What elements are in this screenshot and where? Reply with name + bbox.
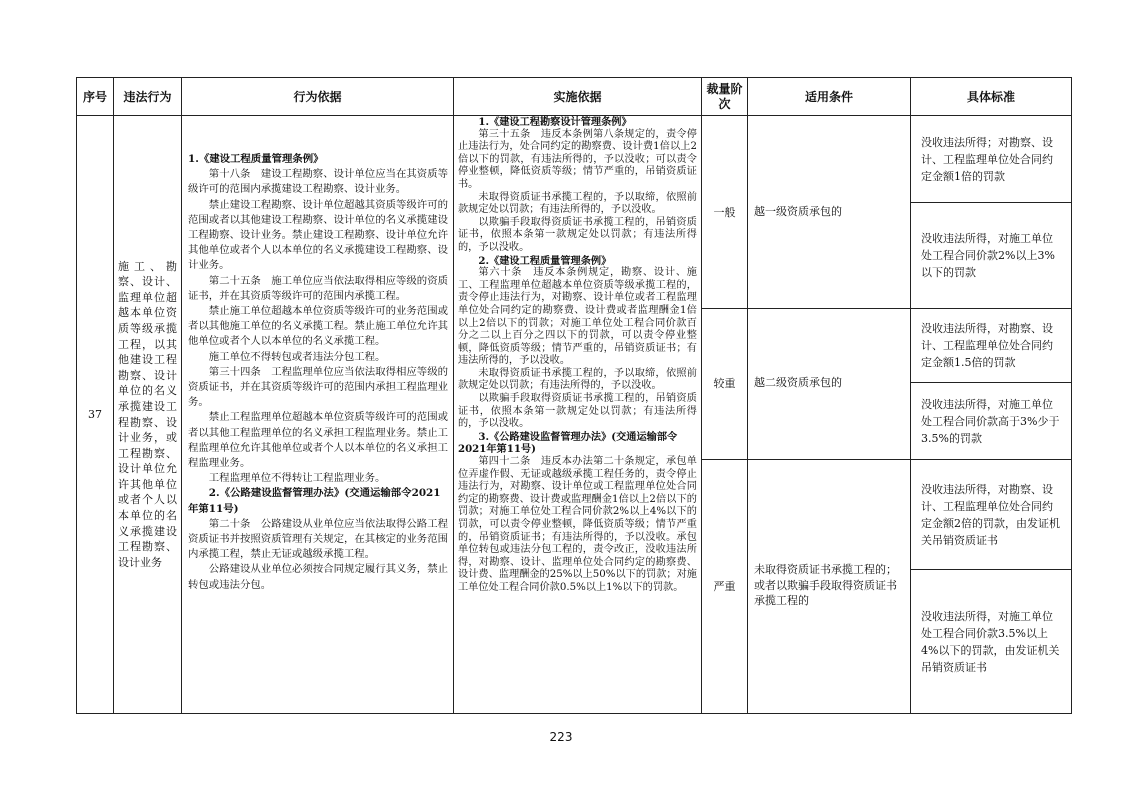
level-label: 较重 xyxy=(713,377,736,390)
section-heading: 2.《公路建设监督管理办法》(交通运输部令2021年第11号) xyxy=(188,487,441,515)
page-number: 223 xyxy=(549,730,573,744)
paragraph: 第三十四条 工程监理单位应当依法取得相应等级的资质证书，并在其资质等级许可的范围内承担工程监理业务。 xyxy=(188,365,448,409)
paragraph: 未取得资质证书承揽工程的，予以取缔，依照前款规定处以罚款；有违法所得的，予以没收。 xyxy=(458,367,697,392)
condition-text: 未取得资质证书承揽工程的；或者以欺骗手段取得资质证书承揽工程的 xyxy=(754,563,897,607)
penalty-table xyxy=(76,77,1072,714)
header-row xyxy=(77,78,1072,116)
row-seq: 37 xyxy=(77,116,114,714)
paragraph: 未取得资质证书承揽工程的，予以取缔，依照前款规定处以罚款；有违法所得的，予以没收。 xyxy=(458,191,697,216)
header-violation: 违法行为 xyxy=(114,78,182,116)
violation-cell: 施工、勘察、设计、监理单位超越本单位资质等级承揽工程，以其他建设工程勘察、设计单位的名义承揽建设工程勘察、设计业务，或工程勘察、设计单位允许其他单位或者个人以本单位的名义承揽建设工程勘察、设计业务 xyxy=(114,116,182,714)
header-basis: 行为依据 xyxy=(182,78,454,116)
level-cell xyxy=(702,460,748,714)
header-standard: 具体标准 xyxy=(911,78,1072,116)
section-heading: 1.《建设工程勘察设计管理条例》 xyxy=(478,116,632,128)
level-cell xyxy=(702,116,748,309)
condition-cell xyxy=(748,460,911,714)
paragraph: 第二十条 公路建设从业单位应当依法取得公路工程资质证书并按照资质管理有关规定，在其核定的业务范围内承揽工程，禁止无证或越级承揽工程。 xyxy=(188,517,448,561)
level-cell xyxy=(702,309,748,460)
paragraph: 第十八条 建设工程勘察、设计单位应当在其资质等级许可的范围内承揽建设工程勘察、设计业务。 xyxy=(188,168,448,196)
level-label: 一般 xyxy=(713,206,736,219)
section-heading: 2.《建设工程质量管理条例》 xyxy=(478,254,612,267)
table-row xyxy=(77,116,1072,203)
level-label: 严重 xyxy=(713,580,736,593)
standard-cell: 没收违法所得，对施工单位处工程合同价款2%以上3%以下的罚款 xyxy=(911,203,1072,309)
paragraph: 禁止建设工程勘察、设计单位超越其资质等级许可的范围或者以其他建设工程勘察、设计单位的名义承揽建设工程勘察、设计业务。禁止建设工程勘察、设计单位允许其他单位或者个人以本单位的名义承揽建设工程勘察、设计业务。 xyxy=(188,198,448,272)
implementation-cell xyxy=(454,116,702,714)
paragraph: 第四十二条 违反本办法第二十条规定，承包单位弄虚作假、无证或越级承揽工程任务的，责令停止违法行为，对勘察、设计单位或工程监理单位处合同约定的勘察费、设计费或监理酬金1倍以上2倍以下的罚款；对施工单位处工程合同价款2%以上4%以下的罚款，可以责令停业整顿，降低资质等级；情节严重的，吊销资质证书；有违法所得的，予以没收。承包单位转包或违法分包工程的，责令改正，没收违法所得，对勘察、设计、监理单位处合同约定的勘察费、设计费、监理酬金的25%以上50%以下的罚款；对施工单位处工程合同价款0.5%以上1%以下的罚款。 xyxy=(458,456,697,593)
standard-cell: 没收违法所得，对勘察、设计、工程监理单位处合同约定金额2倍的罚款，由发证机关吊销资质证书 xyxy=(911,460,1072,570)
paragraph: 公路建设从业单位必须按合同规定履行其义务，禁止转包或违法分包。 xyxy=(188,563,448,591)
standard-cell: 没收违法所得，对施工单位处工程合同价款高于3%少于3.5%的罚款 xyxy=(911,383,1072,460)
condition-cell xyxy=(748,309,911,460)
paragraph: 第三十五条 违反本条例第八条规定的，责令停止违法行为，处合同约定的勘察费、设计费1倍以上2倍以下的罚款，有违法所得的，予以没收；可以责令停业整顿，降低资质等级；情节严重的，吊销资质证书。 xyxy=(458,128,697,190)
header-implementation: 实施依据 xyxy=(454,78,702,116)
standard-cell: 没收违法所得，对勘察、设计、工程监理单位处合同约定金额1.5倍的罚款 xyxy=(911,309,1072,383)
header-condition: 适用条件 xyxy=(748,78,911,116)
header-level: 裁量阶次 xyxy=(702,78,748,116)
header-seq: 序号 xyxy=(77,78,114,116)
paragraph: 第二十五条 施工单位应当依法取得相应等级的资质证书，并在其资质等级许可的范围内承揽工程。 xyxy=(188,274,448,302)
paragraph: 以欺骗手段取得资质证书承揽工程的，吊销资质证书，依照本条第一款规定处以罚款；有违法所得的，予以没收。 xyxy=(458,393,697,430)
condition-text: 越二级资质承包的 xyxy=(754,376,842,389)
section-heading: 3.《公路建设监督管理办法》(交通运输部令2021年第11号) xyxy=(458,430,678,456)
standard-cell: 没收违法所得，对施工单位处工程合同价款3.5%以上4%以下的罚款，由发证机关吊销资质证书 xyxy=(911,570,1072,714)
paragraph: 禁止施工单位超越本单位资质等级许可的业务范围或者以其他施工单位的名义承揽工程。禁止施工单位允许其他单位或者个人以本单位的名义承揽工程。 xyxy=(188,305,448,348)
paragraph: 工程监理单位不得转让工程监理业务。 xyxy=(208,472,386,485)
paragraph: 以欺骗手段取得资质证书承揽工程的，吊销资质证书，依照本条第一款规定处以罚款；有违法所得的，予以没收。 xyxy=(458,216,697,253)
section-heading: 1.《建设工程质量管理条例》 xyxy=(188,153,324,165)
condition-text: 越一级资质承包的 xyxy=(754,205,842,218)
standard-cell: 没收违法所得；对勘察、设计、工程监理单位处合同约定金额1倍的罚款 xyxy=(911,116,1072,203)
condition-cell xyxy=(748,116,911,309)
paragraph: 禁止工程监理单位超越本单位资质等级许可的范围或者以其他工程监理单位的名义承担工程监理业务。禁止工程监理单位允许其他单位或者个人以本单位的名义承担工程监理业务。 xyxy=(188,411,448,470)
basis-cell xyxy=(182,116,454,714)
paragraph: 施工单位不得转包或者违法分包工程。 xyxy=(208,350,386,363)
paragraph: 第六十条 违反本条例规定，勘察、设计、施工、工程监理单位超越本单位资质等级承揽工程的，责令停止违法行为，对勘察、设计单位或者工程监理单位处合同约定的勘察费、设计费或者监理酬金1倍以上2倍以下的罚款；对施工单位处工程合同价款百分之二以上百分之四以下的罚款，可以责令停业整顿，降低资质等级；情节严重的，吊销资质证书；有违法所得的，予以没收。 xyxy=(458,267,697,367)
